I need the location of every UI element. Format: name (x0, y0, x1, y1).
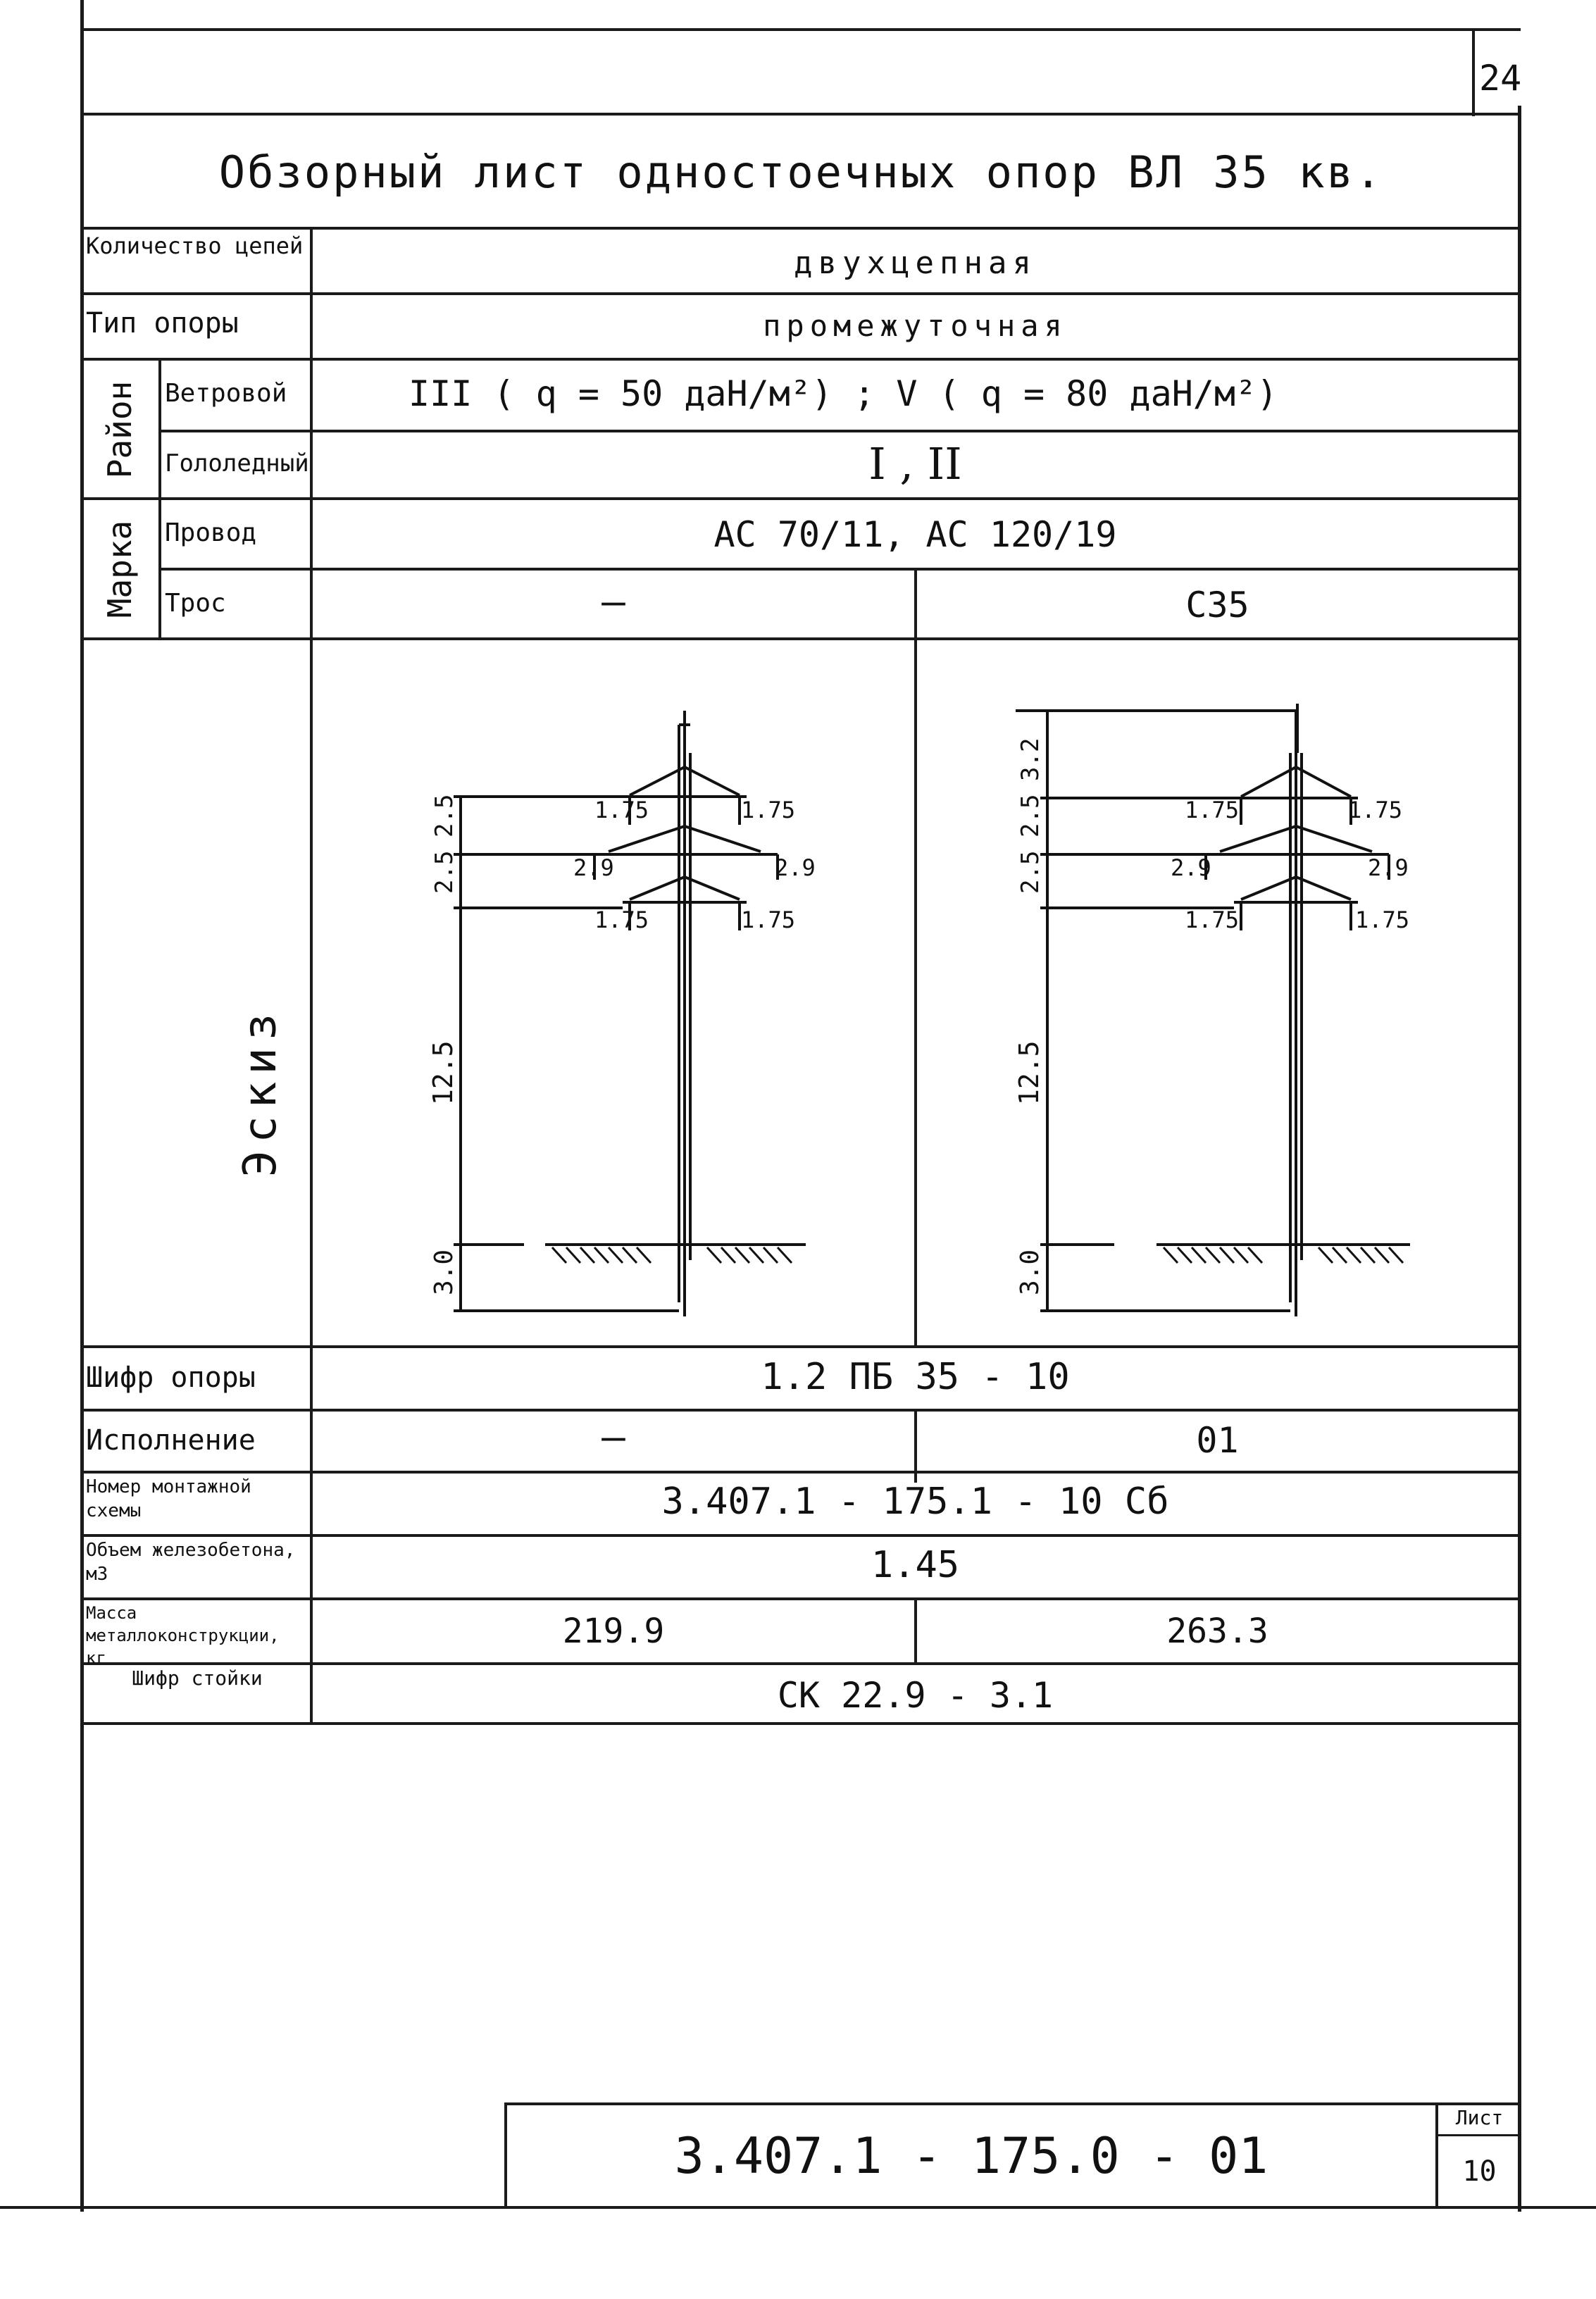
title-bottom-line (80, 227, 1521, 230)
row-line-4 (80, 497, 1521, 500)
post-value: СК 22.9 - 3.1 (777, 1675, 1054, 1716)
cable-value-left: — (601, 579, 625, 625)
type-label: Тип опоры (86, 307, 239, 339)
steel-value-left: 219.9 (562, 1612, 665, 1651)
variant-value-right: 01 (1196, 1420, 1239, 1461)
cable-label: Трос (165, 589, 226, 618)
frame-top-line (80, 28, 1521, 31)
sketch-left-dim-main: 12.5 (428, 1040, 459, 1105)
wind-value: III ( q = 50 даН/м²) ; V ( q = 80 даН/м²) (409, 373, 1278, 414)
sketch-right-dim-main: 12.5 (1014, 1040, 1045, 1105)
page-number: 24 (1479, 58, 1522, 99)
cable-value-right: С35 (1185, 585, 1249, 625)
circuits-label: Количество цепей (86, 232, 304, 259)
row-line-8 (80, 1409, 1521, 1412)
sketch-right-arm-upper-right: 1.75 (1348, 797, 1403, 823)
sketch-right-arm-mid-left: 2.9 (1171, 854, 1211, 881)
region-group-label: Район (101, 380, 139, 479)
sketch-label: Эскиз (235, 1006, 287, 1178)
sketch-right-arm-low-right: 1.75 (1355, 906, 1410, 933)
stamp-sheet-label: Лист (1455, 2106, 1504, 2129)
scheme-label: Номер монтажной схемы (86, 1476, 251, 1521)
steel-value-right: 263.3 (1166, 1612, 1268, 1651)
ice-value: I , II (868, 438, 962, 490)
wire-label: Провод (165, 518, 257, 547)
grade-group-label: Марка (101, 520, 139, 618)
sketch-right (917, 640, 1518, 1345)
wind-label: Ветровой (165, 379, 287, 408)
sketch-left-arm-mid-left: 2.9 (573, 854, 614, 881)
sketch-right-dim-top: 2.5 (1016, 794, 1045, 837)
sketch-right-arm-low-left: 1.75 (1185, 906, 1240, 933)
stamp-doc-code: 3.407.1 - 175.0 - 01 (674, 2127, 1268, 2185)
stamp-top-line (504, 2102, 1521, 2105)
sketch-left (313, 640, 914, 1345)
variant-value-left: — (601, 1414, 625, 1460)
row-line-1 (80, 292, 1521, 295)
sketch-left-dim-top: 2.5 (430, 794, 459, 837)
sketch-left-arm-low-right: 1.75 (741, 906, 796, 933)
concrete-label: Объем железобетона, м3 (86, 1540, 296, 1585)
row-line-9 (80, 1471, 1521, 1474)
page-number-box-left (1472, 28, 1475, 116)
page-title: Обзорный лист одностоечных опор ВЛ 35 кв. (218, 147, 1384, 198)
steel-label: Масса металлоконструкции, кг (86, 1603, 280, 1668)
row-line-3 (158, 430, 1521, 432)
sketch-right-arm-mid-right: 2.9 (1368, 854, 1409, 881)
frame-bottom-border (0, 2206, 1596, 2209)
wire-value: АС 70/11, АС 120/19 (713, 514, 1117, 555)
sketch-left-dim-mid: 2.5 (430, 850, 459, 894)
row-line-11 (80, 1597, 1521, 1600)
post-label: Шифр стойки (132, 1666, 263, 1690)
stamp-sheet-number: 10 (1462, 2155, 1497, 2188)
frame-right-border (1518, 106, 1521, 2212)
row-line-2 (80, 358, 1521, 361)
stamp-sheet-label-line (1435, 2134, 1521, 2136)
concrete-value: 1.45 (871, 1544, 960, 1586)
header-bottom-line (80, 113, 1521, 116)
frame-left-border (80, 0, 84, 2212)
type-value: промежуточная (763, 309, 1068, 343)
circuits-value: двухцепная (794, 245, 1037, 281)
scheme-value: 3.407.1 - 175.1 - 10 Сб (661, 1481, 1169, 1523)
sketch-right-arm-upper-left: 1.75 (1185, 797, 1240, 823)
row-line-13 (80, 1722, 1521, 1725)
sketch-left-arm-upper-left: 1.75 (594, 797, 649, 823)
variant-label: Исполнение (86, 1424, 256, 1457)
row-line-5 (158, 568, 1521, 571)
code-label: Шифр опоры (86, 1362, 256, 1394)
sketch-left-dim-ground: 3.0 (430, 1249, 459, 1295)
sketch-right-dim-peak: 3.2 (1016, 737, 1045, 781)
ice-label: Гололедный (165, 449, 309, 478)
row-line-7 (80, 1345, 1521, 1348)
sketch-right-dim-ground: 3.0 (1016, 1249, 1045, 1295)
sketch-left-arm-upper-right: 1.75 (741, 797, 796, 823)
sketch-left-arm-mid-right: 2.9 (775, 854, 816, 881)
sketch-right-dim-mid: 2.5 (1016, 850, 1045, 894)
code-value: 1.2 ПБ 35 - 10 (761, 1356, 1070, 1398)
sketch-left-arm-low-left: 1.75 (594, 906, 649, 933)
row-line-10 (80, 1534, 1521, 1537)
